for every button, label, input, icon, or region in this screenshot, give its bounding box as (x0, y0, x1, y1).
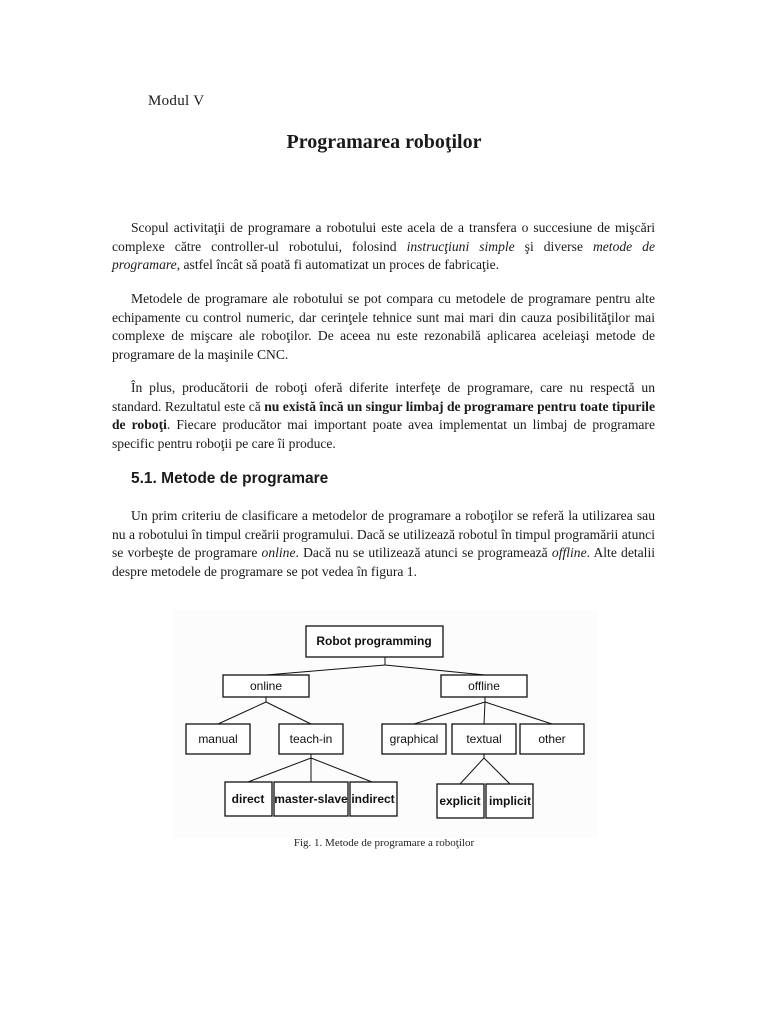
node-implicit: implicit (488, 794, 532, 808)
node-explicit: explicit (439, 794, 481, 808)
node-indirect: indirect (351, 792, 395, 806)
node-master-slave: master-slave (274, 792, 348, 806)
section-heading: 5.1. Metode de programare (131, 470, 329, 487)
paragraph-classification: Un prim criteriu de clasificare a metodelor de programare a roboţilor se referă la utilizarea sau nu a robotului în timpul creării programului. Dacă se utilizează robotul în timpul programării atunci se vorbeşte de programare online. Dacă nu se utilizează atunci se programează offline. Alte detalii despre metodele de programare se pot vedea în figura 1. (112, 508, 655, 579)
node-online: online (249, 679, 283, 693)
italic-term: instrucţiuni simple (406, 238, 515, 254)
bold-statement: nu există încă un singur limbaj de programare pentru toate tipurile de roboţi (112, 398, 655, 432)
node-direct: direct (231, 792, 265, 806)
node-robot-programming: Robot programming (316, 634, 432, 648)
page-title: Programarea roboţilor (286, 131, 482, 153)
node-offline: offline (468, 679, 500, 693)
diagram-boxes (186, 626, 584, 818)
node-graphical: graphical (389, 732, 439, 746)
italic-term: offline (551, 545, 587, 560)
programming-methods-diagram (173, 610, 597, 838)
node-manual: manual (198, 732, 238, 746)
paragraph-interfaces: În plus, producătorii de roboţi oferă diferite interfeţe de programare, care nu respectă un standard. Rezultatul este că nu există încă un singur limbaj de programare pentru toate tipurile de roboţi. Fiecare producător mai important poate avea implementat un limbaj de programare specific pentru roboţii pe care îi produce. (112, 380, 655, 451)
node-textual: textual (466, 732, 502, 746)
italic-term: online (261, 545, 296, 560)
italic-term: metode de programare (112, 238, 656, 272)
paragraph-intro: Scopul activitaţii de programare a robotului este acela de a transfera o succesiune de mişcări complexe către controller-ul robotului, folosind instrucţiuni simple şi diverse metode de programare, astfel încât să poată fi automatizat un proces de fabricaţie. (112, 220, 656, 272)
node-teach-in: teach-in (289, 732, 333, 746)
diagram-svg (173, 610, 597, 838)
module-label: Modul V (148, 93, 205, 109)
figure-caption: Fig. 1. Metode de programare a roboţilor (293, 837, 475, 849)
node-other: other (538, 732, 566, 746)
paragraph-comparison: Metodele de programare ale robotului se pot compara cu metodele de programare pentru alte echipamente cu control numeric, dar cerinţele tehnice sunt mai mari din cauza posibilităţilor mai complexe de mişcare ale roboţilor. De aceea nu este rezonabilă aplicarea aceleiaşi metode de programare de la maşinile CNC. (112, 291, 655, 362)
